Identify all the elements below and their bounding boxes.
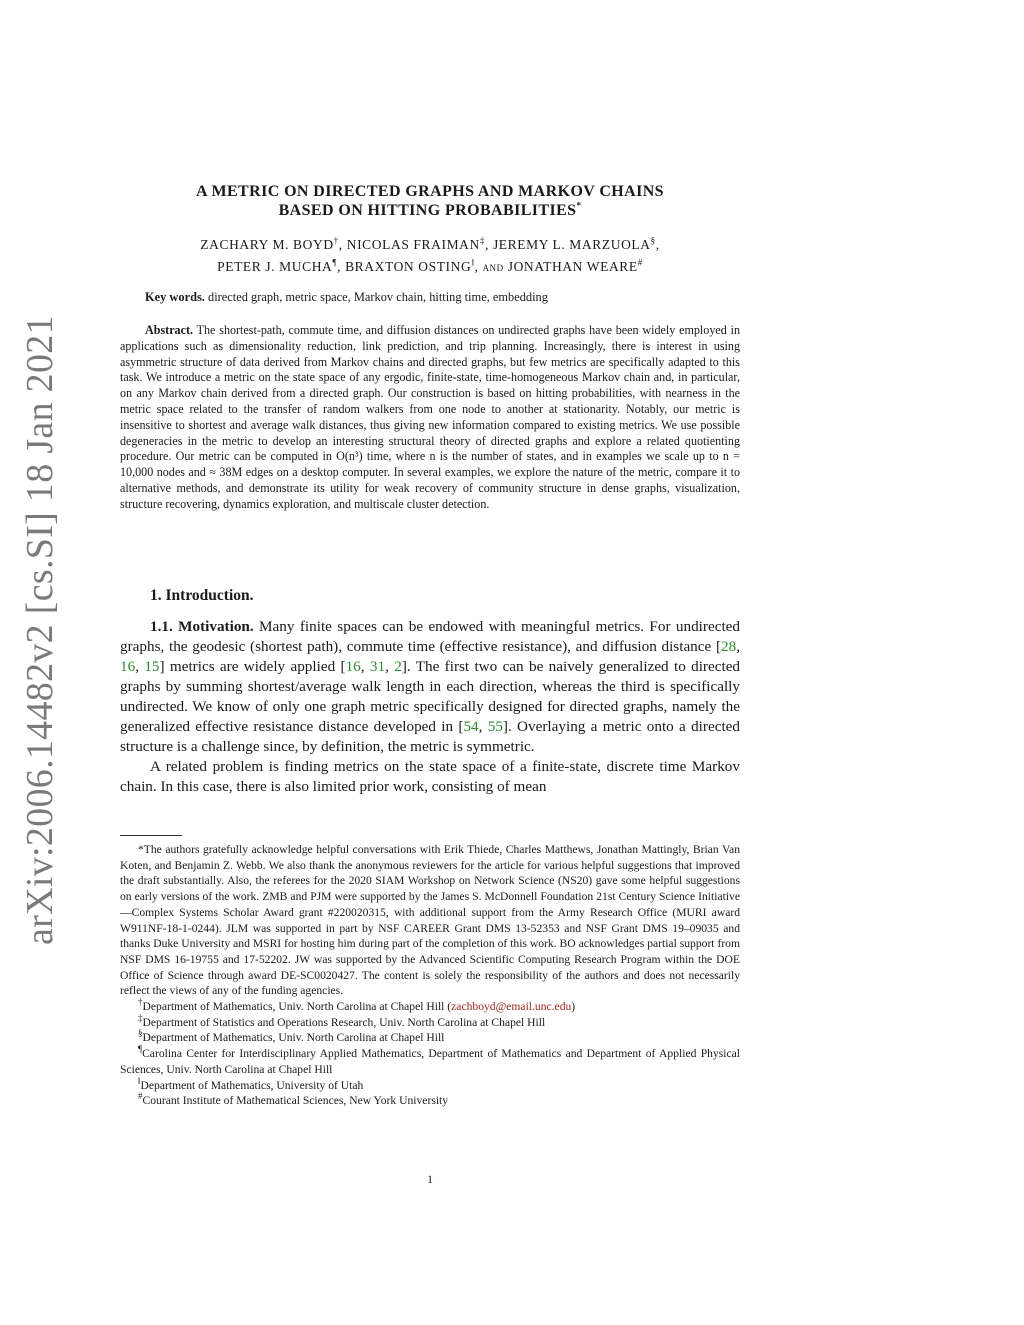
affiliation-text: Courant Institute of Mathematical Sciences, New York University (142, 1094, 449, 1108)
author-mark: ‖ (471, 257, 475, 268)
author-name: ZACHARY M. BOYD (200, 237, 334, 252)
text-run: ] metrics are widely applied [ (159, 658, 346, 675)
footnote-affiliation (120, 1012, 740, 1031)
affiliation-text: ) (571, 1000, 576, 1014)
author-mark: † (333, 235, 339, 246)
paper-title (120, 182, 740, 220)
abstract-text: The shortest-path, commute time, and diffusion distances on undirected graphs have been widely employed in applications such as dimensionality reduction, link prediction, and trip planning. Increasingly, there is interest in using asymmetric structure of data derived from Markov chains and directed graphs, but few metrics are specifically adapted to this task. We introduce a metric on the state space of any ergodic, finite-state, time-homogeneous Markov chain and, in particular, on any Markov chain derived from a directed graph. Our construction is based on hitting probabilities, with nearness in the metric space related to the transfer of random walkers from one node to another at stationarity. Notably, our metric is insensitive to shortest and average walk distances, thus giving new information compared to existing metrics. We use possible degeneracies in the metric to develop an interesting structural theory of directed graphs and explore a related quotienting procedure. Our metric can be computed in O(n³) time, where n is the number of states, and in examples we scale up to n = 10,000 nodes and ≈ 38M edges on a desktop computer. In several examples, we explore the nature of the metric, compare it to alternative methods, and demonstrate its utility for weak recovery of community structure in dense graphs, visualization, structure recovering, dynamics exploration, and multiscale cluster detection. (120, 323, 740, 511)
citation-link[interactable]: 31 (369, 658, 386, 675)
author-list (120, 234, 740, 278)
affiliation-text: Department of Mathematics, University of Utah (140, 1078, 364, 1092)
affiliation-text: Department of Statistics and Operations Research, Univ. North Carolina at Chapel Hill (142, 1015, 546, 1029)
affiliation-text: Carolina Center for Interdisciplinary Applied Mathematics, Department of Mathematics and Department of Applied Physical Sciences, Univ. North Carolina at Chapel Hill (120, 1047, 740, 1076)
author-mark: § (650, 235, 656, 246)
text-run: Many finite spaces can be endowed with meaningful metrics. For undirected graphs, the geodesic (shortest path), commute time (effective resistance), and diffusion distance [ (120, 618, 740, 655)
citation-link[interactable]: 55 (487, 718, 503, 735)
citation-link[interactable]: 28 (721, 638, 737, 655)
footnote-mark: † (138, 997, 143, 1008)
author-line-2: PETER J. MUCHA¶, BRAXTON OSTING‖, and JONATHAN WEARE# (217, 257, 643, 274)
footnote-mark: ‡ (138, 1012, 143, 1023)
footnote-acknowledgments: *The authors gratefully acknowledge helpful conversations with Erik Thiede, Charles Matthews, Jonathan Mattingly, Brian Van Koten, and Benjamin Z. Webb. We also thank the anonymous reviewers for the article for various helpful suggestions that improved the draft substantially. Also, the referees for the 2020 SIAM Workshop on Network Science (NS20) gave some helpful suggestions on early versions of the work. ZMB and PJM were supported by the James S. McDonnell Foundation 21st Century Science Initiative—Complex Systems Scholar Award grant #220020315, with additional support from the Army Research Office (MURI award W911NF-18-1-0244). JLM was supported in part by NSF CAREER Grant DMS 13-52353 and NSF Grant DMS 19–09035 and thanks Duke University and MSRI for hosting him during part of the completion of this work. BO acknowledges partial support from NSF DMS 16-19755 and 17-52202. JW was supported by the Advanced Scientific Computing Research Program within the DOE Office of Science through award DE-SC0020427. The content is solely the responsibility of the authors and does not necessarily reflect the views of any of the funding agencies. (120, 843, 740, 998)
subsection-heading: 1.1. Motivation. (150, 618, 254, 635)
author-name: JONATHAN WEARE (507, 259, 638, 274)
citation-link[interactable]: 2 (394, 658, 402, 675)
author-mark: # (637, 257, 643, 268)
citation-link[interactable]: 16 (120, 658, 136, 675)
paragraph: A related problem is finding metrics on the state space of a finite-state, discrete time Markov chain. In this case, there is also limited prior work, consisting of mean (120, 758, 740, 795)
author-name: BRAXTON OSTING (345, 259, 472, 274)
footnote-affiliation (120, 1030, 740, 1046)
footnote-mark: § (138, 1028, 143, 1039)
author-mark: ¶ (332, 257, 338, 268)
author-line-1: ZACHARY M. BOYD†, NICOLAS FRAIMAN‡, JEREMY L. MARZUOLA§, (200, 235, 660, 252)
footnote-mark: ‖ (138, 1075, 141, 1086)
keywords-text: directed graph, metric space, Markov chain, hitting time, embedding (208, 290, 548, 304)
abstract-label: Abstract. (145, 323, 194, 337)
title-footnote-mark: * (576, 200, 582, 211)
footnote-mark: # (138, 1091, 143, 1102)
paragraph: 1.1. Motivation. Many finite spaces can be endowed with meaningful metrics. For undirected graphs, the geodesic (shortest path), commute time (effective resistance), and diffusion distance [28, 16, 15] metrics are widely applied [16, 31, 2]. The first two can be naively generalized to directed graphs by summing shortest/average walk length in each direction, whereas the third is specifically undirected. We know of only one graph metric specifically designed for directed graphs, namely the generalized effective resistance distance developed in [54, 55]. Overlaying a metric onto a directed structure is a challenge since, by definition, the metric is symmetric. (120, 618, 741, 755)
text-run: ]. Overlaying a metric onto a directed structure is a challenge since, by definition, the metric is symmetric. (120, 718, 740, 755)
footnote-mark: ¶ (138, 1044, 143, 1055)
citation-link[interactable]: 15 (144, 658, 160, 675)
footnotes (120, 842, 740, 1109)
affiliation-text: Department of Mathematics, Univ. North Carolina at Chapel Hill ( (142, 1000, 452, 1014)
section-heading: 1. Introduction. (150, 587, 254, 604)
arxiv-identifier-stamp: arXiv:2006.14482v2 [cs.SI] 18 Jan 2021 (19, 315, 61, 945)
author-name: PETER J. MUCHA (217, 259, 333, 274)
title-line-1: A METRIC ON DIRECTED GRAPHS AND MARKOV CHAINS (196, 183, 664, 200)
title-line-2: BASED ON HITTING PROBABILITIES* (278, 200, 582, 219)
footnote-rule (120, 835, 182, 836)
body-text (120, 617, 740, 797)
keywords (145, 289, 745, 305)
citation-link[interactable]: 54 (463, 718, 479, 735)
text-run: ]. The first two can be naively generalized to directed graphs by summing shortest/average walk length in each direction, whereas the third is specifically undirected. We know of only one graph metric specifically designed for directed graphs, namely the generalized effective resistance distance developed in [ (120, 658, 741, 735)
author-name: JEREMY L. MARZUOLA (492, 237, 651, 252)
author-mark: ‡ (479, 235, 485, 246)
footnote-affiliation (120, 1046, 740, 1077)
citation-link[interactable]: 16 (345, 658, 361, 675)
keywords-label: Key words. (145, 290, 205, 304)
author-name: NICOLAS FRAIMAN (346, 237, 480, 252)
footnote-affiliation (120, 1093, 740, 1109)
affiliation-text: Department of Mathematics, Univ. North Carolina at Chapel Hill (142, 1031, 445, 1045)
abstract (120, 323, 740, 513)
page-number: 1 (427, 1172, 433, 1186)
footnote-affiliation (120, 999, 740, 1015)
email-link[interactable]: zachboyd@email.unc.edu (451, 1000, 572, 1014)
footnote-affiliation (120, 1075, 740, 1094)
and-word: and (482, 259, 504, 274)
